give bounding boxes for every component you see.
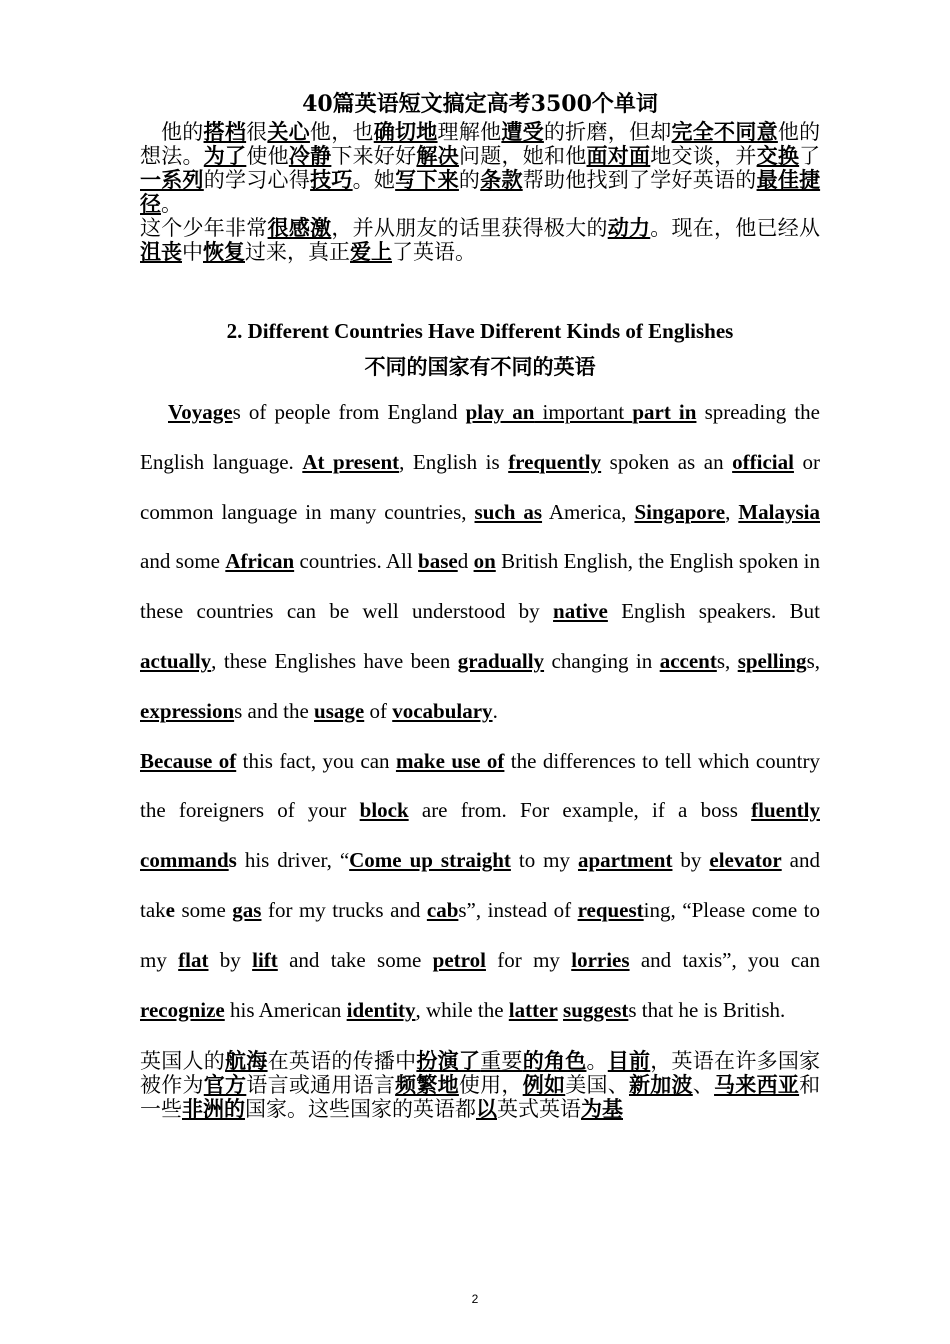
text-run: , these Englishes have been [211,648,458,673]
text-run: s and the [234,698,315,723]
text-run: British English, the English spoken in these countries can be well understood by [140,549,821,624]
text-run: for my [485,947,572,972]
text-run: 使用， [458,1073,523,1098]
text-run: and tak [140,848,820,922]
vocabulary-word: 的角色 [522,1048,587,1074]
page-number: 2 [471,1292,479,1306]
text-run: and some [140,549,226,574]
text-run: the differences to tell which country the foreigners of your [140,748,820,823]
text-run: of [364,698,393,723]
text-run: , English is [399,449,509,474]
vocabulary-word: frequently [508,449,602,474]
document-page [140,88,820,1121]
vocabulary-word: flat [178,947,209,972]
vocabulary-word: 条款 [480,167,523,192]
vocabulary-word: command [140,848,229,873]
text-run: 他的 [161,120,204,144]
vocabulary-word: 面对面 [586,143,651,168]
vocabulary-word: 搭档 [203,119,247,144]
vocabulary-word: accent [659,648,717,673]
text-run: 过来，真正 [245,240,350,264]
vocabulary-word: vocabulary [392,698,493,723]
text-run: this fact, you can [236,748,396,773]
text-run: 问题，她和他 [458,144,587,168]
vocabulary-word: 为了 [203,143,247,168]
text-run: 理解他 [437,120,502,144]
vocabulary-word: make use of [395,748,505,773]
vocabulary-word: 非洲的 [182,1096,245,1122]
vocabulary-word: 马来西亚 [714,1072,800,1098]
text-run: 中 [182,240,203,264]
vocabulary-word: suggest [563,997,629,1022]
text-run: e [165,897,175,922]
text-run: ，并从朋友的话里获得极大的 [331,216,608,240]
text-run: by [672,848,710,873]
text-run: , [725,499,739,524]
article-paragraph-1 [140,388,820,737]
text-run: 的 [458,168,481,192]
vocabulary-word: 交换 [756,143,800,168]
text-run: 。她 [352,168,396,192]
previous-translation-paragraph-2 [140,216,820,264]
text-run: spreading the English language. [140,400,820,474]
previous-translation-paragraph-1 [140,120,820,216]
vocabulary-word: 为基 [581,1096,623,1122]
text-run: by [208,947,253,972]
vocabulary-word: 新加波 [629,1072,693,1098]
text-run: 英国人的 [140,1049,226,1074]
vocabulary-word: 航海 [225,1048,268,1074]
text-run: s that he is British. [628,997,786,1022]
text-run: 英式英语 [497,1097,581,1122]
article-paragraph-2 [140,737,820,1036]
vocabulary-word: 沮丧 [140,239,182,264]
vocabulary-word: play an [465,400,535,424]
vocabulary-word: request [577,897,644,922]
vocabulary-word: 目前 [607,1048,651,1074]
vocabulary-word: 写下来 [395,167,459,192]
text-run: s, [716,648,738,673]
text-run: 了 [799,144,821,168]
text-run: 在英语的传播中 [267,1049,417,1074]
text-run: 下来好好 [331,144,417,168]
vocabulary-word: 很感激 [267,215,332,240]
vocabulary-word: 遭受 [501,119,544,144]
text-run: his American [224,997,347,1022]
vocabulary-word: 重要 [480,1049,523,1074]
text-run: ing, “Please come to my [140,897,820,972]
text-run: s”, instead of [458,897,578,922]
vocabulary-word: 爱上 [350,239,392,264]
text-run: are from. For example, if a boss [408,798,752,823]
vocabulary-word: 完全不同意 [671,119,778,144]
text-run: and taxis”, you can [629,947,821,972]
vocabulary-word: 最佳捷径 [140,167,821,216]
vocabulary-word: 恢复 [203,239,245,264]
vocabulary-word: base [418,549,458,574]
text-run: 。 [161,192,182,216]
vocabulary-word: lift [252,947,278,972]
vocabulary-word: 关心 [267,119,310,144]
text-run: , while the [415,997,509,1022]
vocabulary-word: native [553,599,608,624]
text-run: 他，也 [309,120,374,144]
text-run: s of people from England [232,400,466,424]
vocabulary-word: on [473,549,496,574]
text-run: . [492,698,498,723]
text-run: 使他 [246,144,289,168]
vocabulary-word: recognize [140,997,225,1022]
vocabulary-word: identity [346,997,416,1022]
article-translation-paragraph [140,1049,820,1121]
text-run: 和一些 [140,1073,821,1122]
document-title: 40篇英语短文搞定高考3500个单词 [302,91,658,117]
vocabulary-word: 解决 [416,143,459,168]
text-run: 国家。这些国家的英语都 [245,1097,476,1122]
text-run: s [228,848,237,873]
vocabulary-word: actually [140,648,212,673]
text-run: d [457,549,474,574]
article-title-chinese: 不同的国家有不同的英语 [364,354,596,379]
text-run: America, [542,499,635,524]
vocabulary-word: Malaysia [738,499,820,524]
vocabulary-word: 技巧 [310,167,353,192]
text-run: 他的想法。 [140,120,821,168]
text-run: 美国、 [565,1073,629,1098]
vocabulary-word: At present [302,449,400,474]
text-run: 这个少年非常 [140,216,268,240]
vocabulary-word: 频繁地 [395,1072,459,1098]
text-run: some [174,897,233,922]
vocabulary-word: such as [474,499,543,524]
vocabulary-word: expression [140,698,235,723]
text-run: ，英语在许多国家被作为 [140,1049,821,1098]
vocabulary-word: apartment [577,848,673,873]
vocabulary-word: 以 [476,1096,497,1122]
text-run: spoken as an [601,449,733,474]
vocabulary-word: 一系列 [140,167,204,192]
text-run: 语言或通用语言 [246,1073,396,1098]
vocabulary-word: 官方 [203,1072,247,1098]
vocabulary-word: fluently [751,798,820,823]
text-run: 。现在，他已经从 [650,216,821,240]
text-run: countries. All [294,549,419,574]
vocabulary-word: lorries [571,947,630,972]
text-run: for my trucks and [261,897,427,922]
text-run: English speakers. But [607,599,820,624]
text-run: 的折磨，但却 [543,120,672,144]
text-run: to my [510,848,578,873]
text-run: and take some [277,947,433,972]
vocabulary-word: 例如 [522,1072,566,1098]
text-run: 地交谈，并 [650,144,757,168]
text-run: 很 [246,120,268,144]
vocabulary-word: petrol [432,947,486,972]
text-run: his driver, “ [236,848,350,873]
vocabulary-word: cab [426,897,459,922]
text-run: 、 [692,1073,715,1098]
text-run: 帮助他找到了学好英语的 [522,168,757,192]
vocabulary-word: usage [314,698,365,723]
vocabulary-word: part in [632,400,697,424]
vocabulary-word: official [732,449,794,474]
vocabulary-word: 确切地 [373,119,438,144]
text-run: or common language in many countries, [140,449,820,524]
text-run: 了英语。 [392,240,476,264]
text-run: changing in [544,648,660,673]
vocabulary-word: Voyage [168,400,233,424]
vocabulary-word: Come up straight [349,848,511,873]
vocabulary-word: latter [508,997,558,1022]
vocabulary-word: elevator [709,848,782,873]
article-title-english: 2. Different Countries Have Different Kinds of Englishes [226,319,734,343]
text-run: 的学习心得 [203,168,311,192]
vocabulary-word: African [225,549,295,574]
vocabulary-word: 扮演了 [416,1048,481,1074]
vocabulary-word: important [534,400,633,424]
vocabulary-word: 动力 [607,215,651,240]
vocabulary-word: Singapore [634,499,726,524]
text-run: s, [806,648,820,673]
vocabulary-word: gradually [457,648,545,673]
vocabulary-word: Because of [140,748,237,773]
vocabulary-word: block [359,798,409,823]
vocabulary-word: gas [232,897,262,922]
text-run: 。 [586,1049,608,1074]
vocabulary-word: spelling [737,648,807,673]
vocabulary-word: 冷静 [288,143,332,168]
